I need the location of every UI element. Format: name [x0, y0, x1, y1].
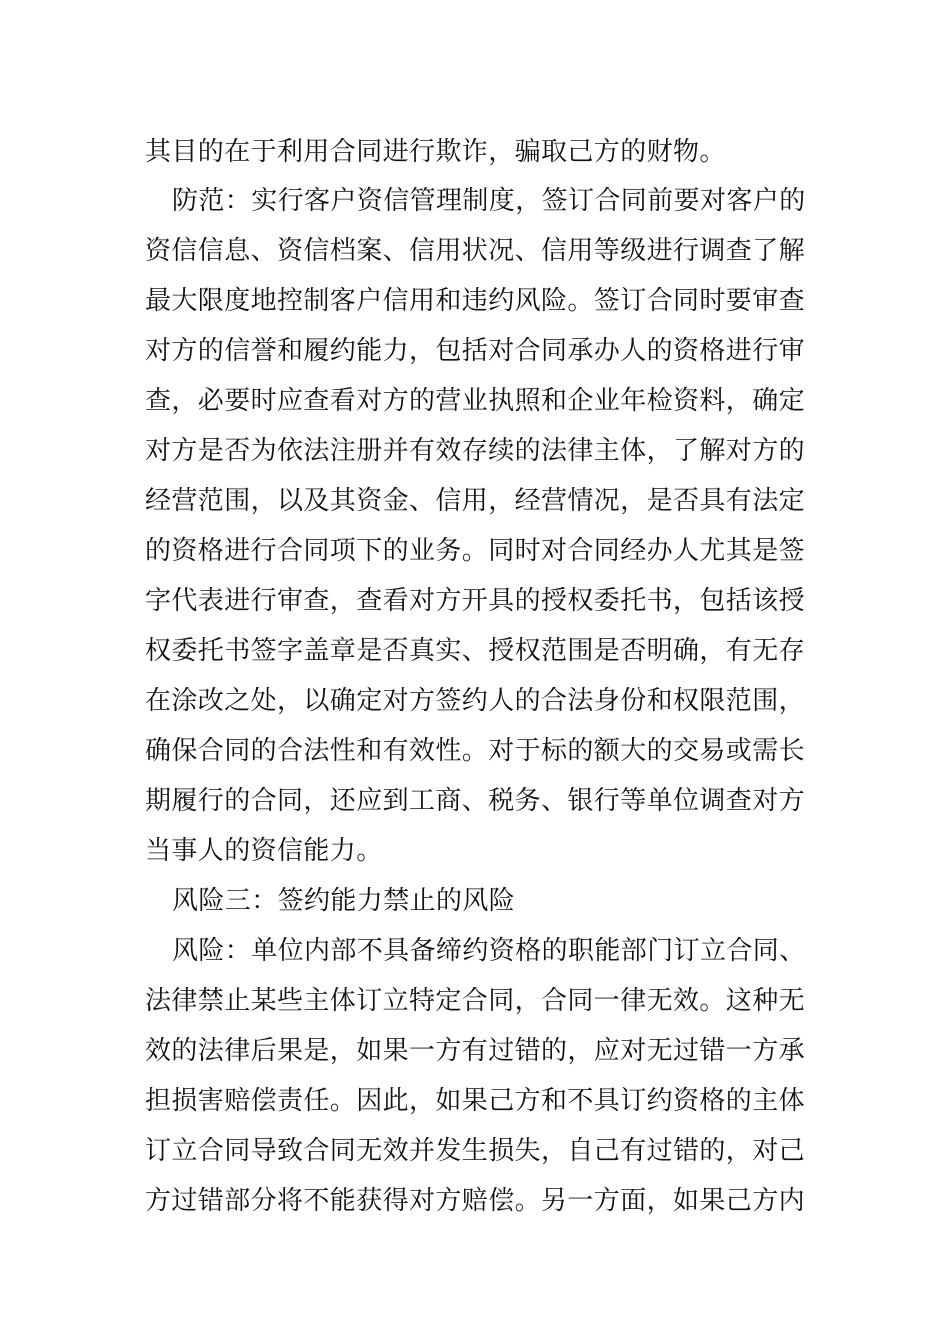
text-line-9: 的资格进行合同项下的业务。同时对合同经办人尤其是签 [145, 536, 806, 566]
text-line-10: 字代表进行审查，查看对方开具的授权委托书，包括该授 [145, 586, 806, 616]
text-line-13: 确保合同的合法性和有效性。对于标的额大的交易或需长 [145, 736, 806, 766]
text-line-15: 当事人的资信能力。 [145, 836, 383, 866]
text-line-12: 在涂改之处，以确定对方签约人的合法身份和权限范围， [145, 686, 806, 716]
text-line-2: 防范：实行客户资信管理制度，签订合同前要对客户的 [172, 186, 806, 216]
text-line-19: 效的法律后果是，如果一方有过错的，应对无过错一方承 [145, 1036, 806, 1066]
text-line-14: 期履行的合同，还应到工商、税务、银行等单位调查对方 [145, 786, 806, 816]
text-line-8: 经营范围，以及其资金、信用，经营情况，是否具有法定 [145, 486, 806, 516]
text-line-17: 风险：单位内部不具备缔约资格的职能部门订立合同、 [172, 936, 806, 966]
text-line-11: 权委托书签字盖章是否真实、授权范围是否明确，有无存 [145, 636, 806, 666]
text-line-6: 查，必要时应查看对方的营业执照和企业年检资料，确定 [145, 386, 806, 416]
text-line-4: 最大限度地控制客户信用和违约风险。签订合同时要审查 [145, 286, 806, 316]
text-line-21: 订立合同导致合同无效并发生损失，自己有过错的，对己 [145, 1136, 806, 1166]
text-line-20: 担损害赔偿责任。因此，如果己方和不具订约资格的主体 [145, 1086, 806, 1116]
text-line-22: 方过错部分将不能获得对方赔偿。另一方面，如果己方内 [145, 1186, 806, 1216]
text-line-18: 法律禁止某些主体订立特定合同，合同一律无效。这种无 [145, 986, 806, 1016]
text-line-3: 资信信息、资信档案、信用状况、信用等级进行调查了解 [145, 236, 806, 266]
text-line-1: 其目的在于利用合同进行欺诈，骗取己方的财物。 [145, 137, 726, 167]
section-heading: 风险三：签约能力禁止的风险 [172, 886, 516, 916]
text-line-7: 对方是否为依法注册并有效存续的法律主体，了解对方的 [145, 436, 806, 466]
text-line-5: 对方的信誉和履约能力，包括对合同承办人的资格进行审 [145, 336, 806, 366]
